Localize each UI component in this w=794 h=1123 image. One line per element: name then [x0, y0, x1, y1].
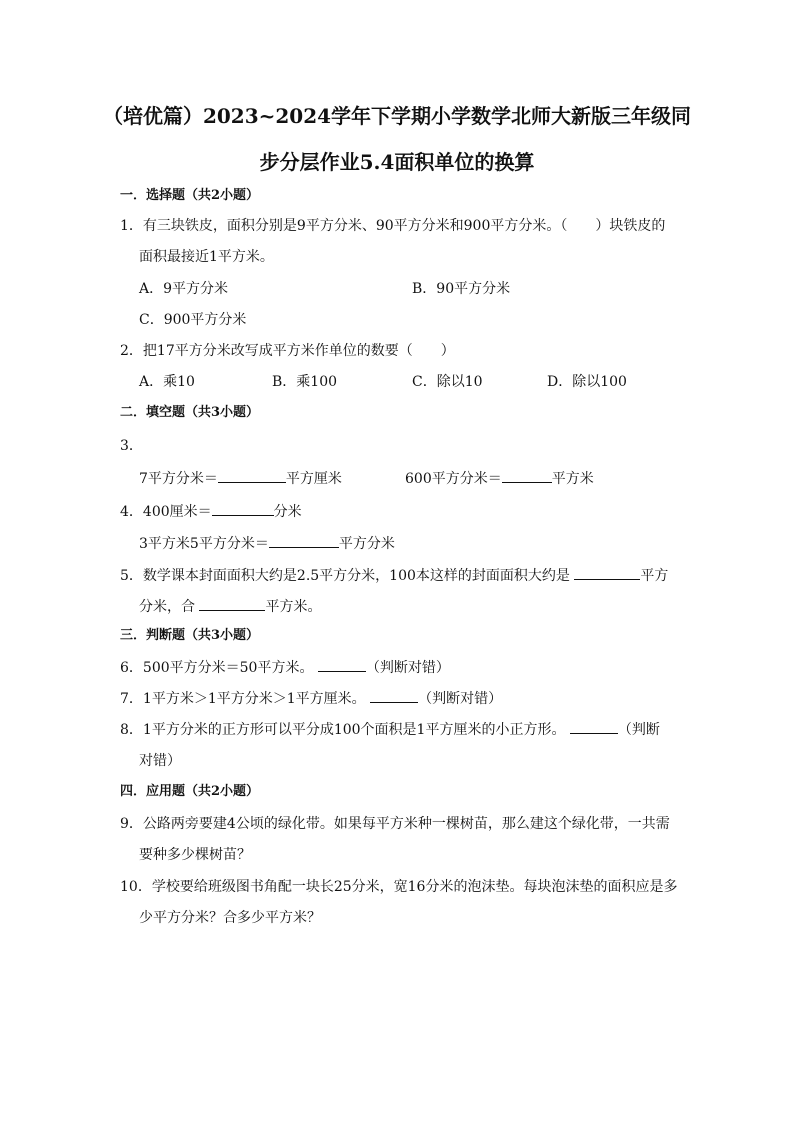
q1-option-c: C．900平方分米 [139, 312, 247, 328]
section-heading-application: 四．应用题（共2小题） [120, 784, 260, 799]
q5-line2 [139, 596, 321, 617]
q8-post: （判断 [617, 722, 660, 738]
q4-b-pre: 3平方米5平方分米＝ [139, 536, 269, 552]
q7-post: （判断对错） [418, 691, 503, 707]
q1-stem-cont: 面积最接近1平方米。 [139, 249, 274, 265]
q3-right-post: 平方米 [551, 471, 594, 487]
q4-b-post: 平方分米 [338, 536, 395, 552]
answer-blank[interactable] [212, 501, 274, 516]
q3-left-pre: 7平方分米＝ [139, 471, 218, 487]
q4-part-a [120, 501, 302, 522]
q10-line2: 少平方分米？合多少平方米？ [139, 910, 321, 926]
q2-option-d: D．除以100 [547, 374, 627, 390]
q8-pre: 8．1平方分米的正方形可以平分成100个面积是1平方厘米的小正方形。 [120, 722, 570, 738]
q2-option-c: C．除以10 [412, 374, 483, 390]
answer-blank[interactable] [218, 468, 286, 483]
q2-option-a: A．乘10 [139, 374, 195, 390]
q2-option-b: B．乘100 [272, 374, 338, 390]
q6-post: （判断对错） [365, 660, 450, 676]
answer-blank[interactable] [370, 688, 418, 703]
q9-line2: 要种多少棵树苗？ [139, 847, 251, 863]
answer-blank[interactable] [318, 657, 366, 672]
q4-a-post: 分米 [273, 504, 302, 520]
q3-number: 3． [120, 438, 143, 454]
answer-blank[interactable] [574, 565, 640, 580]
section-heading-judge: 三．判断题（共3小题） [120, 628, 260, 643]
document-title-line1: （培优篇）2023~2024学年下学期小学数学北师大新版三年级同 [102, 104, 692, 128]
q5-a-post: 平方 [640, 568, 669, 584]
q3-left [139, 468, 342, 489]
q6-pre: 6．500平方分米＝50平方米。 [120, 660, 318, 676]
q8-line2: 对错） [139, 753, 181, 769]
q9-line1: 9．公路两旁要建4公顷的绿化带。如果每平方米种一棵树苗，那么建这个绿化带，一共需 [120, 816, 670, 832]
q4-part-b [139, 533, 395, 554]
answer-blank[interactable] [502, 468, 552, 483]
answer-blank[interactable] [570, 719, 618, 734]
q6-line [120, 657, 450, 678]
section-heading-choice: 一．选择题（共2小题） [120, 188, 260, 203]
q5-a-pre: 5．数学课本封面面积大约是2.5平方分米，100本这样的封面面积大约是 [120, 568, 575, 584]
q4-a-pre: 4．400厘米＝ [120, 504, 212, 520]
q1-option-b: B．90平方分米 [412, 281, 511, 297]
q5-line1 [120, 565, 668, 586]
q5-b-post: 平方米。 [265, 599, 322, 615]
q3-right-pre: 600平方分米＝ [405, 471, 502, 487]
q3-right [405, 468, 594, 489]
answer-blank[interactable] [199, 596, 265, 611]
q7-line [120, 688, 502, 709]
q1-option-a: A．9平方分米 [139, 281, 229, 297]
q2-stem: 2．把17平方分米改写成平方米作单位的数要（ ） [120, 343, 455, 359]
section-heading-fill: 二．填空题（共3小题） [120, 405, 260, 420]
q7-pre: 7．1平方米＞1平方分米＞1平方厘米。 [120, 691, 371, 707]
q5-b-pre: 分米，合 [139, 599, 200, 615]
q1-stem: 1．有三块铁皮，面积分别是9平方分米、90平方分米和900平方分米。（ ）块铁皮的 [120, 218, 666, 234]
q10-line1: 10．学校要给班级图书角配一块长25分米，宽16分米的泡沫垫。每块泡沫垫的面积应是多 [120, 879, 678, 895]
q3-left-post: 平方厘米 [285, 471, 342, 487]
document-title-line2: 步分层作业5.4面积单位的换算 [259, 150, 535, 174]
q8-line [120, 719, 660, 740]
answer-blank[interactable] [269, 533, 339, 548]
